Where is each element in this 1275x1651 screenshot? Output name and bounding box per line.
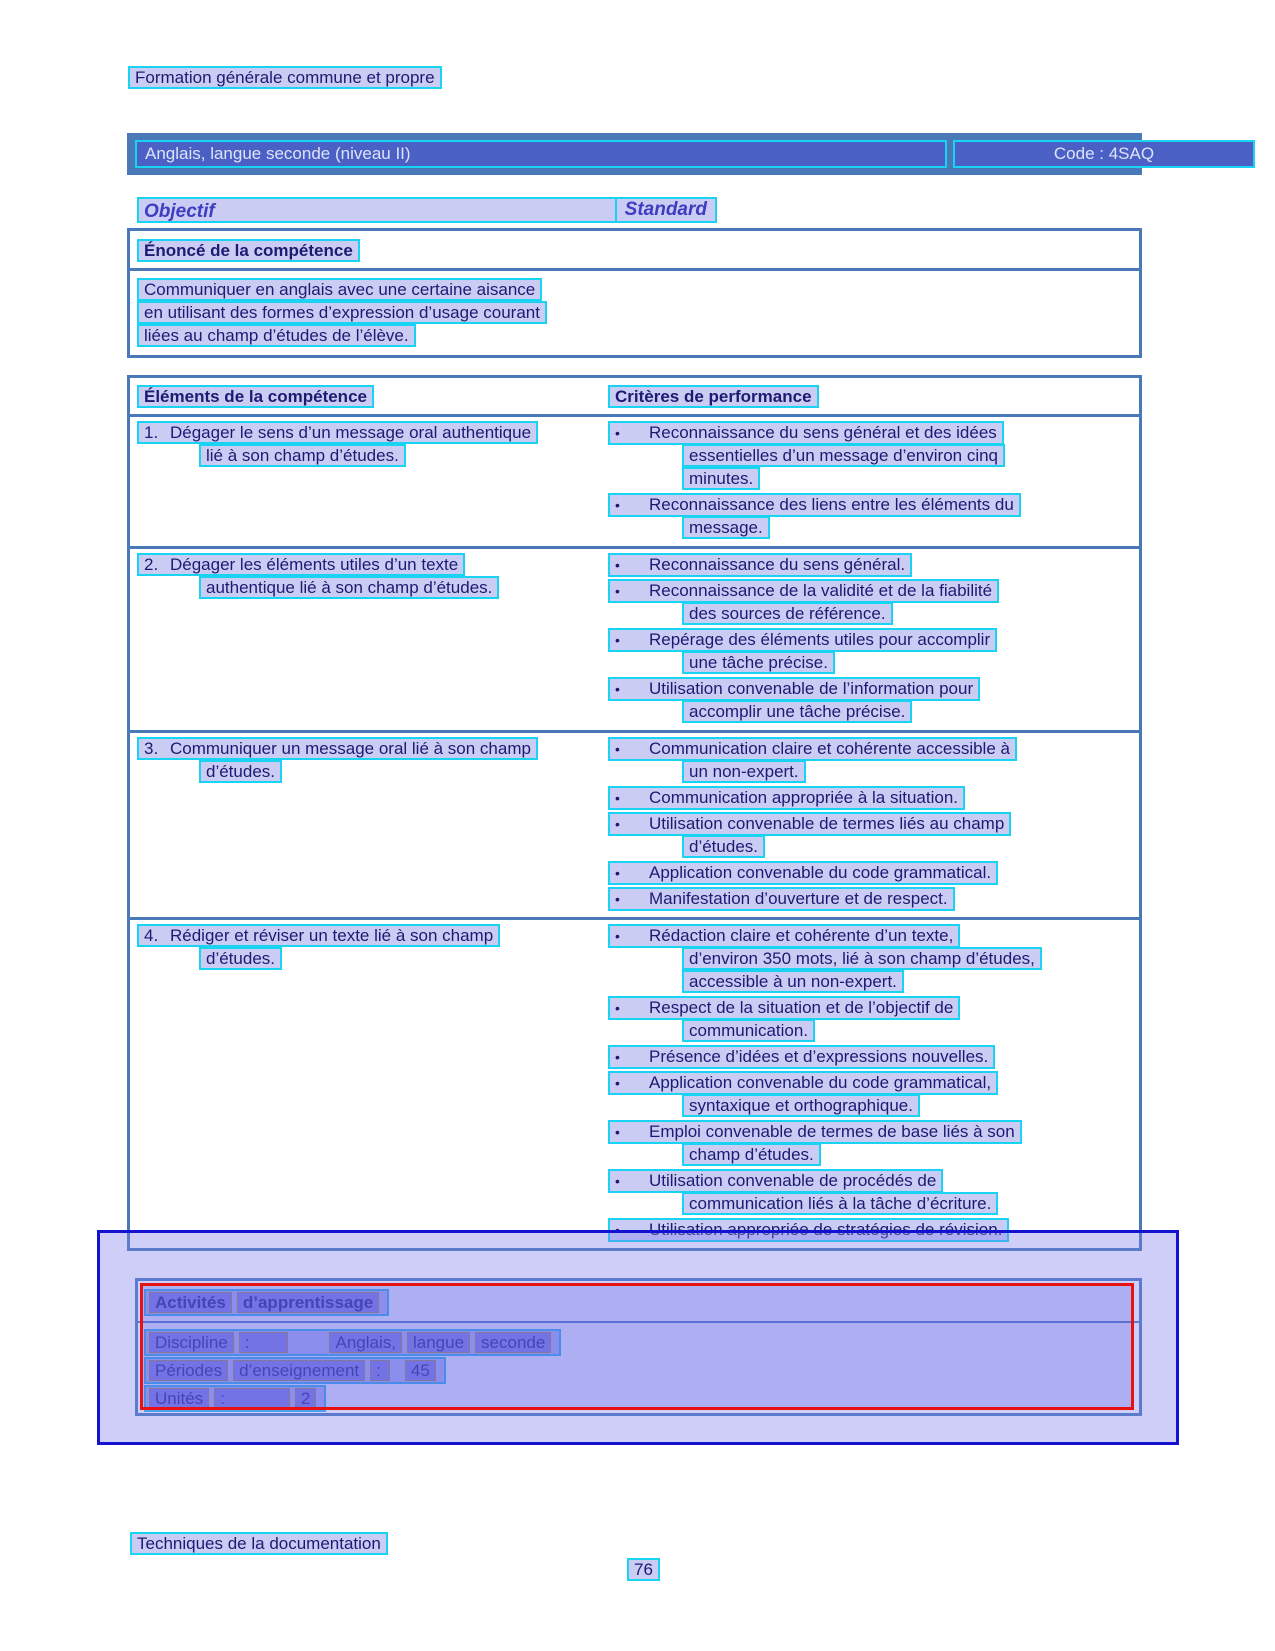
activities-header-row: [138, 1281, 1139, 1323]
highlighted-line: [608, 861, 998, 885]
activities-title-word: d’apprentissage: [237, 1292, 379, 1313]
item-number: 3.: [144, 739, 159, 758]
item-number: 1.: [144, 423, 159, 442]
criterion-text: Repérage des éléments utiles pour accomplir: [649, 630, 991, 649]
colon-separator: :: [214, 1388, 290, 1409]
bullet-icon: •: [615, 583, 620, 599]
highlighted-line: [608, 1218, 1009, 1242]
enonce-title: Énoncé de la compétence: [137, 239, 360, 262]
bullet-icon: •: [615, 1000, 620, 1016]
enonce-table: [127, 228, 1142, 358]
table-row: [130, 917, 1139, 1248]
activities-table: [135, 1278, 1142, 1416]
criterion-item: [608, 887, 1131, 910]
criterion-text: une tâche précise.: [682, 651, 835, 674]
bullet-icon: •: [615, 632, 620, 648]
colon-separator: :: [239, 1332, 289, 1353]
course-title: Anglais, langue seconde (niveau II): [135, 140, 947, 168]
criterion-text: Présence d’idées et d’expressions nouvelles.: [649, 1047, 989, 1066]
highlighted-line: [608, 924, 960, 948]
criteria-cell: [608, 737, 1131, 913]
criterion-text: Manifestation d’ouverture et de respect.: [649, 889, 948, 908]
enonce-line: liées au champ d’études de l’élève.: [137, 324, 416, 347]
highlighted-line: [608, 812, 1011, 836]
criterion-text: Application convenable du code grammatical.: [649, 863, 992, 882]
activity-field-value: Anglais,: [329, 1332, 401, 1353]
criterion-text: Respect de la situation et de l’objectif de: [649, 998, 954, 1017]
colon-separator: :: [370, 1360, 390, 1381]
element-text: lié à son champ d’études.: [199, 444, 406, 467]
criterion-text: minutes.: [682, 467, 760, 490]
highlighted-line: [608, 1045, 995, 1069]
criteria-cell: [608, 421, 1131, 542]
highlighted-line: [144, 1329, 561, 1356]
criterion-item: [608, 1071, 1131, 1117]
competence-table: [127, 375, 1142, 1251]
criterion-item: [608, 628, 1131, 674]
criterion-text: Emploi convenable de termes de base liés à son: [649, 1122, 1015, 1141]
highlighted-line: [608, 1120, 1022, 1144]
activity-field-label: Discipline: [149, 1332, 234, 1353]
criterion-item: [608, 812, 1131, 858]
criterion-item: [608, 737, 1131, 783]
criterion-text: communication.: [682, 1019, 815, 1042]
bullet-icon: •: [615, 1222, 620, 1238]
criterion-text: Utilisation appropriée de stratégies de révision.: [649, 1220, 1003, 1239]
element-text: Communiquer un message oral lié à son champ: [170, 739, 531, 758]
element-cell: [137, 421, 608, 467]
criterion-text: accessible à un non-expert.: [682, 970, 904, 993]
bullet-icon: •: [615, 741, 620, 757]
highlighted-line: [137, 924, 500, 947]
highlighted-line: [608, 493, 1021, 517]
element-cell: [137, 737, 608, 783]
criterion-text: des sources de référence.: [682, 602, 893, 625]
highlighted-line: [137, 737, 538, 760]
criterion-item: [608, 493, 1131, 539]
highlighted-line: [137, 421, 538, 444]
highlighted-line: [608, 1071, 998, 1095]
criterion-text: d’environ 350 mots, lié à son champ d’études,: [682, 947, 1042, 970]
activity-field-value: langue: [407, 1332, 470, 1353]
highlighted-line: [608, 628, 997, 652]
activities-body: [138, 1323, 1139, 1413]
criterion-text: Rédaction claire et cohérente d’un texte,: [649, 926, 954, 945]
page-number: 76: [627, 1558, 660, 1581]
item-number: 2.: [144, 555, 159, 574]
criterion-item: [608, 996, 1131, 1042]
bullet-icon: •: [615, 865, 620, 881]
criterion-text: Communication appropriée à la situation.: [649, 788, 959, 807]
element-text: Dégager le sens d’un message oral authentique: [170, 423, 532, 442]
highlighted-line: [608, 579, 999, 603]
highlighted-line: [144, 1385, 326, 1412]
standard-heading: Standard: [615, 197, 717, 223]
criterion-item: [608, 553, 1131, 576]
table-row: [130, 414, 1139, 546]
criterion-item: [608, 924, 1131, 993]
element-text: Rédiger et réviser un texte lié à son champ: [170, 926, 494, 945]
highlighted-line: [608, 887, 955, 911]
bullet-icon: •: [615, 816, 620, 832]
highlighted-line: [608, 1169, 943, 1193]
highlighted-line: [144, 1289, 389, 1316]
program-label: Formation générale commune et propre: [128, 66, 442, 89]
element-cell: [137, 553, 608, 599]
criterion-text: Reconnaissance du sens général et des idées: [649, 423, 997, 442]
criterion-text: Utilisation convenable de procédés de: [649, 1171, 937, 1190]
criterion-text: un non-expert.: [682, 760, 806, 783]
criterion-item: [608, 1120, 1131, 1166]
criterion-text: Application convenable du code grammatical,: [649, 1073, 992, 1092]
table-row: [130, 546, 1139, 730]
criterion-text: Utilisation convenable de termes liés au champ: [649, 814, 1005, 833]
title-bar: [127, 133, 1155, 175]
activity-field-value: 45: [405, 1360, 436, 1381]
objectif-standard-strip: [137, 197, 717, 223]
highlighted-line: [137, 553, 465, 576]
item-number: 4.: [144, 926, 159, 945]
element-text: d’études.: [199, 760, 282, 783]
bullet-icon: •: [615, 790, 620, 806]
bullet-icon: •: [615, 928, 620, 944]
criterion-text: message.: [682, 516, 770, 539]
competence-table-header: [130, 378, 1139, 414]
highlighted-line: [608, 996, 960, 1020]
element-text: d’études.: [199, 947, 282, 970]
activity-field-label: Périodes: [149, 1360, 228, 1381]
criteria-cell: [608, 553, 1131, 726]
criterion-text: champ d’études.: [682, 1143, 821, 1166]
enonce-header-row: [130, 231, 1139, 271]
bullet-icon: •: [615, 557, 620, 573]
enonce-body: [130, 271, 1139, 347]
criterion-item: [608, 1218, 1131, 1241]
table-row: [130, 730, 1139, 917]
criterion-text: essentielles d’un message d’environ cinq: [682, 444, 1005, 467]
course-code: Code : 4SAQ: [953, 140, 1255, 168]
criterion-text: Communication claire et cohérente accessible à: [649, 739, 1010, 758]
bullet-icon: •: [615, 1173, 620, 1189]
criterion-item: [608, 786, 1131, 809]
highlighted-line: [608, 677, 980, 701]
bullet-icon: •: [615, 1049, 620, 1065]
objectif-heading: Objectif: [144, 201, 215, 222]
enonce-line: Communiquer en anglais avec une certaine aisance: [137, 278, 542, 301]
criterion-item: [608, 1045, 1131, 1068]
bullet-icon: •: [615, 891, 620, 907]
bullet-icon: •: [615, 425, 620, 441]
highlighted-line: [608, 737, 1017, 761]
col-criteres-header: Critères de performance: [608, 385, 819, 408]
criterion-text: syntaxique et orthographique.: [682, 1094, 920, 1117]
criterion-item: [608, 861, 1131, 884]
element-text: Dégager les éléments utiles d’un texte: [170, 555, 459, 574]
footer-program-label: Techniques de la documentation: [130, 1532, 388, 1555]
bullet-icon: •: [615, 497, 620, 513]
highlighted-line: [608, 786, 965, 810]
criterion-text: Utilisation convenable de l’information pour: [649, 679, 974, 698]
bullet-icon: •: [615, 1075, 620, 1091]
criterion-text: d’études.: [682, 835, 765, 858]
criterion-text: communication liés à la tâche d’écriture.: [682, 1192, 998, 1215]
highlighted-line: [608, 553, 912, 577]
activity-field-value: 2: [295, 1388, 316, 1409]
element-cell: [137, 924, 608, 970]
criterion-item: [608, 579, 1131, 625]
criterion-item: [608, 1169, 1131, 1215]
criteria-cell: [608, 924, 1131, 1244]
criterion-text: Reconnaissance de la validité et de la fiabilité: [649, 581, 993, 600]
element-text: authentique lié à son champ d’études.: [199, 576, 499, 599]
activity-field-label: Unités: [149, 1388, 209, 1409]
bullet-icon: •: [615, 681, 620, 697]
highlighted-line: [608, 421, 1004, 445]
activity-field-value: seconde: [475, 1332, 551, 1353]
activity-field-label: d’enseignement: [233, 1360, 365, 1381]
criterion-text: Reconnaissance du sens général.: [649, 555, 906, 574]
col-elements-header: Éléments de la compétence: [137, 385, 374, 408]
bullet-icon: •: [615, 1124, 620, 1140]
criterion-text: accomplir une tâche précise.: [682, 700, 912, 723]
criterion-item: [608, 421, 1131, 490]
criterion-text: Reconnaissance des liens entre les éléments du: [649, 495, 1014, 514]
activities-title-word: Activités: [149, 1292, 232, 1313]
highlighted-line: [144, 1357, 446, 1384]
criterion-item: [608, 677, 1131, 723]
enonce-line: en utilisant des formes d’expression d’usage courant: [137, 301, 547, 324]
